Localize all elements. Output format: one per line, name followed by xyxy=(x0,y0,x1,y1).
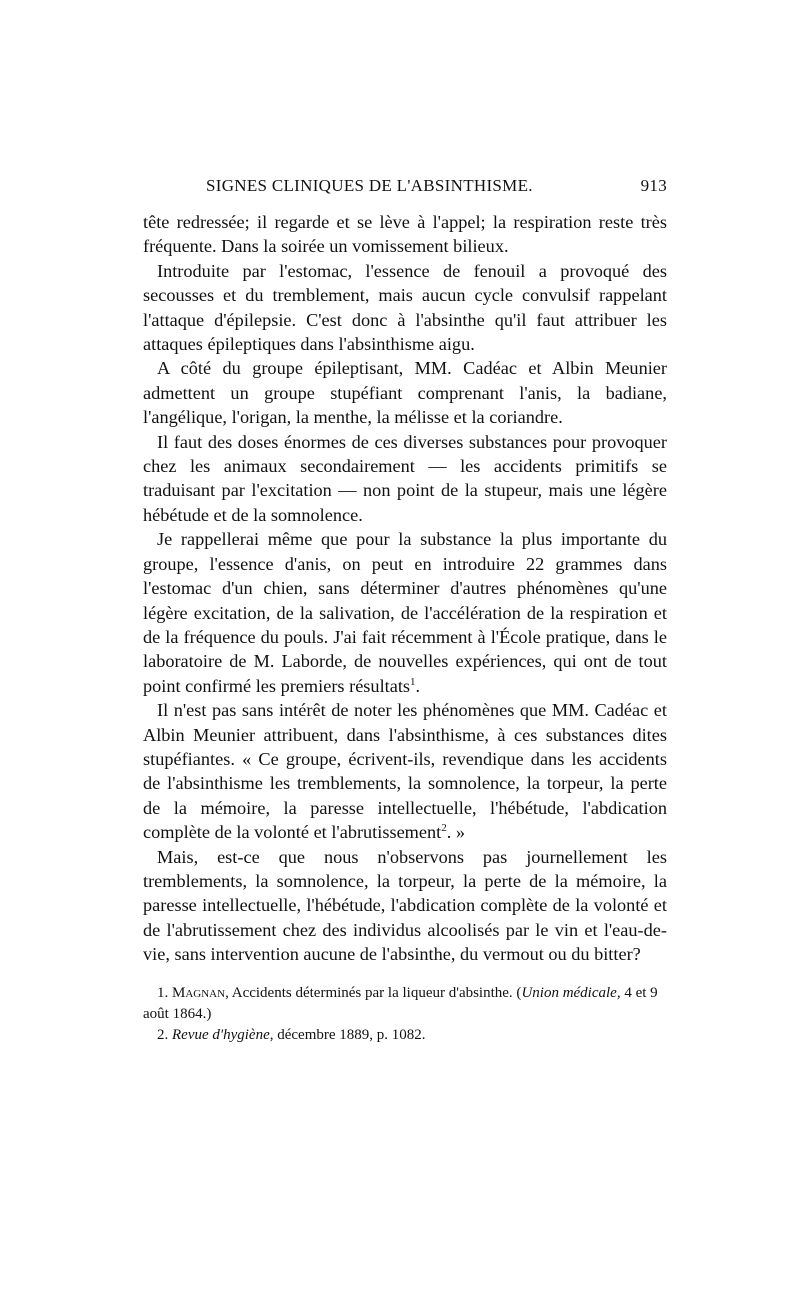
page-number: 913 xyxy=(640,176,667,195)
paragraph-substances-stupefiantes-text: Il n'est pas sans intérêt de noter les phénomènes que MM. Cadéac et Albin Meunier attribuent, dans l'absinthisme, à ces substances dites stupéfiantes. « Ce groupe, écrivent-ils, revendique dans les accidents de l'absinthisme les tremblements, la somnolence, la torpeur, la perte de la mémoire, la paresse intellectuelle, l'hébétude, l'abdication complète de la volonté et l'abrutissement xyxy=(143,700,667,843)
paragraph-substances-stupefiantes-end: . » xyxy=(446,822,466,843)
footnote-1-text: , Accidents déterminés par la liqueur d'absinthe. ( xyxy=(225,984,522,1001)
footnote-1-number: 1. xyxy=(157,984,169,1001)
footnote-1-journal: Union médicale xyxy=(521,984,617,1001)
footnotes xyxy=(143,983,667,1046)
book-page xyxy=(143,176,667,1046)
paragraph-essence-anis-text: Je rappellerai même que pour la substance la plus importante du groupe, l'essence d'anis, on peut en introduire 22 grammes dans l'estomac d'un chien, sans déterminer d'autres phénomènes qu'une légère excitation, de la salivation, de l'accélération de la respiration et de la fréquence du pouls. J'ai fait récemment à l'École pratique, dans le laboratoire de M. Laborde, de nouvelles expériences, qui ont de tout point confirmé les premiers résultats xyxy=(143,529,667,696)
paragraph-essence-anis-end: . xyxy=(415,675,421,696)
paragraph-fenouil: Introduite par l'estomac, l'essence de fenouil a provoqué des secousses et du tremblement, mais aucun cycle convulsif rappelant l'attaque d'épilepsie. C'est donc à l'absinthe qu'il faut attribuer les attaques épileptiques dans l'absinthisme aigu. xyxy=(143,260,667,355)
paragraph-observation: Mais, est-ce que nous n'observons pas journellement les tremblements, la somnolence, la torpeur, la perte de la mémoire, la paresse intellectuelle, l'hébétude, l'abdication complète de la volonté et de l'abrutissement chez des individus alcoolisés par le vin et l'eau-de-vie, sans intervention aucune de l'absinthe, du vermout ou du bitter? xyxy=(143,846,667,965)
paragraph-substances-stupefiantes xyxy=(143,698,667,844)
footnote-2-text: , décembre 1889, p. 1082. xyxy=(269,1026,426,1043)
footnote-2-number: 2. xyxy=(157,1026,169,1043)
footnote-1-author: Magnan xyxy=(172,984,226,1001)
paragraph-essence-anis xyxy=(143,527,667,698)
paragraph-doses-enormes: Il faut des doses énormes de ces diverses substances pour provoquer chez les animaux secondairement — les accidents primitifs se traduisant par l'excitation — non point de la stupeur, mais une légère hébétude et de la somnolence. xyxy=(143,431,667,525)
paragraph-groupe-stupefiant: A côté du groupe épileptisant, MM. Cadéac et Albin Meunier admettent un groupe stupéfiant comprenant l'anis, la badiane, l'angélique, l'origan, la menthe, la mélisse et la coriandre. xyxy=(143,358,667,428)
body-text xyxy=(143,210,667,967)
footnote-ref-1: 1 xyxy=(410,675,416,688)
footnote-ref-2: 2 xyxy=(441,822,447,835)
paragraph-continuation: tête redressée; il regarde et se lève à l'appel; la respiration reste très fréquente. Dans la soirée un vomissement bilieux. xyxy=(143,212,667,257)
footnote-1-date: , 4 et 9 août 1864.) xyxy=(143,984,658,1022)
footnote-2 xyxy=(143,1025,667,1046)
running-head xyxy=(143,176,667,210)
running-head-title: SIGNES CLINIQUES DE L'ABSINTHISME. xyxy=(206,176,533,195)
footnote-1 xyxy=(143,983,667,1025)
footnote-2-journal: Revue d'hygiène xyxy=(172,1026,270,1043)
